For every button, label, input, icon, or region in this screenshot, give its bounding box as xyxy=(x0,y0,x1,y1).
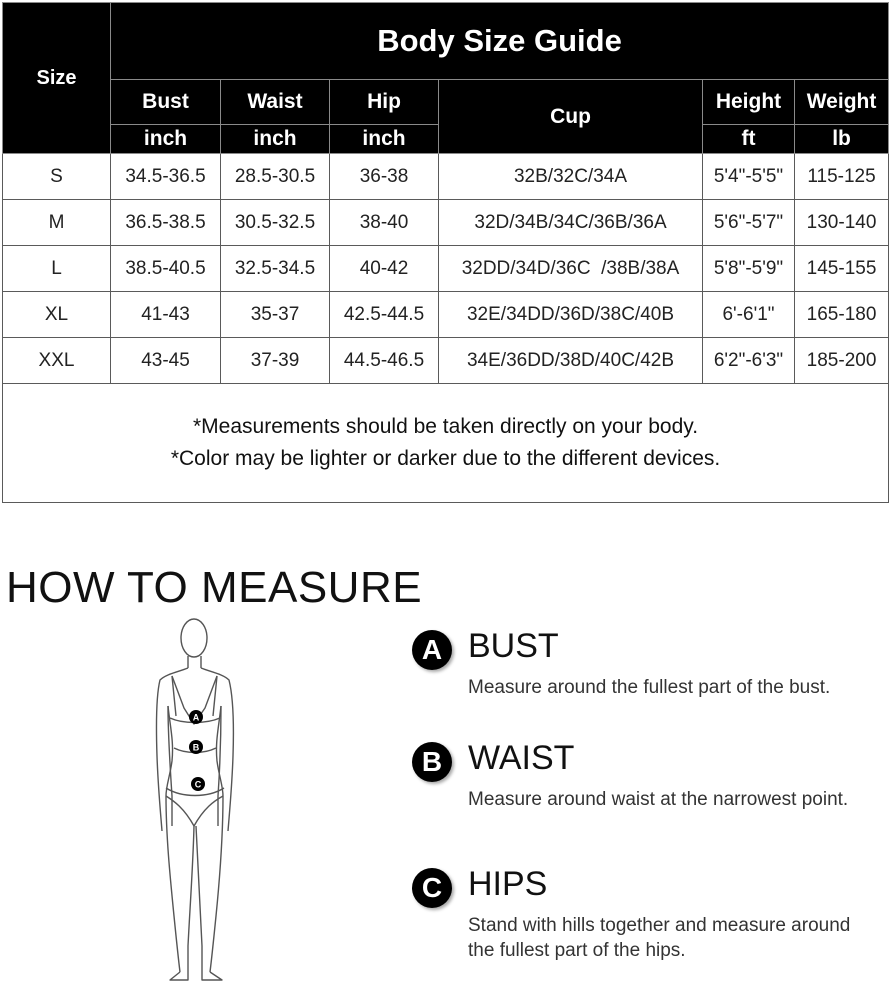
height-cell: 5'8"-5'9" xyxy=(703,246,795,292)
waist-column-header: Waist xyxy=(221,80,330,125)
how-to-measure-heading: HOW TO MEASURE xyxy=(6,563,423,612)
height-cell: 5'6"-5'7" xyxy=(703,200,795,246)
body-outline-icon xyxy=(148,616,248,988)
size-cell: L xyxy=(3,246,111,292)
hip-cell: 36-38 xyxy=(330,154,439,200)
waist-cell: 30.5-32.5 xyxy=(221,200,330,246)
marker-b-icon: B xyxy=(412,742,452,782)
height-cell: 5'4"-5'5" xyxy=(703,154,795,200)
size-cell: XXL xyxy=(3,338,111,384)
table-title: Body Size Guide xyxy=(111,3,889,80)
hip-cell: 40-42 xyxy=(330,246,439,292)
table-row xyxy=(3,200,889,246)
cup-cell: 32B/32C/34A xyxy=(439,154,703,200)
bust-description: Measure around the fullest part of the bust. xyxy=(468,677,831,698)
size-cell: S xyxy=(3,154,111,200)
weight-cell: 130-140 xyxy=(795,200,889,246)
hip-cell: 42.5-44.5 xyxy=(330,292,439,338)
hip-cell: 38-40 xyxy=(330,200,439,246)
height-unit: ft xyxy=(703,125,795,154)
weight-cell: 145-155 xyxy=(795,246,889,292)
bust-cell: 34.5-36.5 xyxy=(111,154,221,200)
size-column-header: Size xyxy=(3,3,111,154)
waist-unit: inch xyxy=(221,125,330,154)
marker-c-icon: C xyxy=(412,868,452,908)
hip-unit: inch xyxy=(330,125,439,154)
bust-cell: 41-43 xyxy=(111,292,221,338)
waist-cell: 32.5-34.5 xyxy=(221,246,330,292)
bust-cell: 38.5-40.5 xyxy=(111,246,221,292)
waist-description: Measure around waist at the narrowest point. xyxy=(468,789,849,810)
note-measurements: *Measurements should be taken directly on your body. xyxy=(193,415,699,438)
note-color: *Color may be lighter or darker due to the different devices. xyxy=(170,447,721,470)
bust-cell: 43-45 xyxy=(111,338,221,384)
height-cell: 6'-6'1" xyxy=(703,292,795,338)
hip-cell: 44.5-46.5 xyxy=(330,338,439,384)
bust-unit: inch xyxy=(111,125,221,154)
waist-cell: 35-37 xyxy=(221,292,330,338)
size-cell: M xyxy=(3,200,111,246)
cup-cell: 32D/34B/34C/36B/36A xyxy=(439,200,703,246)
weight-cell: 185-200 xyxy=(795,338,889,384)
waist-cell: 28.5-30.5 xyxy=(221,154,330,200)
weight-unit: lb xyxy=(795,125,889,154)
notes-box xyxy=(3,384,889,503)
hips-description: Stand with hills together and measure around the fullest part of the hips. xyxy=(468,915,851,961)
size-guide-table xyxy=(2,2,889,503)
cup-cell: 32E/34DD/36D/38C/40B xyxy=(439,292,703,338)
bust-cell: 36.5-38.5 xyxy=(111,200,221,246)
waist-cell: 37-39 xyxy=(221,338,330,384)
marker-a-icon: A xyxy=(412,630,452,670)
svg-text:B: B xyxy=(192,742,200,753)
table-row xyxy=(3,154,889,200)
size-cell: XL xyxy=(3,292,111,338)
bust-title: BUST xyxy=(468,627,559,665)
hips-title: HIPS xyxy=(468,865,548,903)
table-row xyxy=(3,338,889,384)
height-cell: 6'2"-6'3" xyxy=(703,338,795,384)
cup-cell: 34E/36DD/38D/40C/42B xyxy=(439,338,703,384)
weight-cell: 165-180 xyxy=(795,292,889,338)
height-column-header: Height xyxy=(703,80,795,125)
svg-text:C: C xyxy=(194,779,202,790)
cup-cell: 32DD/34D/36C /38B/38A xyxy=(439,246,703,292)
hip-column-header: Hip xyxy=(330,80,439,125)
svg-text:A: A xyxy=(192,712,200,723)
table-row xyxy=(3,292,889,338)
table-row xyxy=(3,246,889,292)
bust-column-header: Bust xyxy=(111,80,221,125)
cup-column-header: Cup xyxy=(439,80,703,154)
waist-title: WAIST xyxy=(468,739,575,777)
weight-cell: 115-125 xyxy=(795,154,889,200)
weight-column-header: Weight xyxy=(795,80,889,125)
